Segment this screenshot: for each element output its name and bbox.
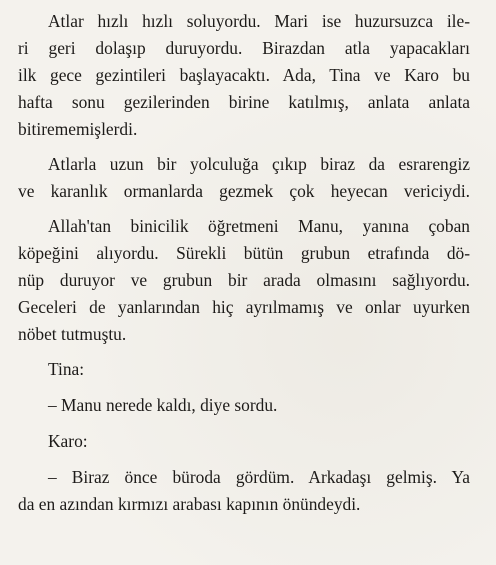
text-line: da en azından kırmızı arabası kapının önündeydi. — [18, 494, 361, 514]
paragraph-2 — [18, 151, 470, 205]
paragraph-6 — [18, 428, 470, 455]
text-line: hafta sonu gezilerinden birine katılmış, anlata anlata — [18, 92, 470, 112]
paragraph-7 — [18, 464, 470, 518]
dialog-line: – Biraz önce büroda gördüm. Arkadaşı gelmiş. Ya — [48, 467, 470, 487]
text-line: nüp duruyor ve grubun bir arada olmasını sağlıyordu. — [18, 270, 470, 290]
text-line: Atlarla uzun bir yolculuğa çıkıp biraz da esrarengiz — [48, 154, 470, 174]
story-text — [18, 8, 470, 518]
dialog-line: – Manu nerede kaldı, diye sordu. — [48, 395, 278, 415]
text-line: bitirememişlerdi. — [18, 119, 138, 139]
text-line: ri geri dolaşıp duruyordu. Birazdan atla yapacakları — [18, 38, 470, 58]
text-line: nöbet tutmuştu. — [18, 324, 127, 344]
text-line: Allah'tan binicilik öğretmeni Manu, yanına çoban — [48, 216, 470, 236]
paragraph-1 — [18, 8, 470, 143]
speaker-label: Karo: — [48, 431, 88, 451]
text-line: Atlar hızlı hızlı soluyordu. Mari ise huzursuzca ile- — [48, 11, 470, 31]
text-line: köpeğini alıyordu. Sürekli bütün grubun etrafında dö- — [18, 243, 470, 263]
text-line: Geceleri de yanlarından hiç ayrılmamış ve onlar uyurken — [18, 297, 470, 317]
paragraph-4 — [18, 356, 470, 383]
speaker-label: Tina: — [48, 359, 85, 379]
text-line: ilk gece gezintileri başlayacaktı. Ada, Tina ve Karo bu — [18, 65, 470, 85]
paragraph-3 — [18, 213, 470, 348]
text-line: ve karanlık ormanlarda gezmek çok heyecan vericiydi. — [18, 181, 470, 201]
paragraph-5 — [18, 392, 470, 419]
